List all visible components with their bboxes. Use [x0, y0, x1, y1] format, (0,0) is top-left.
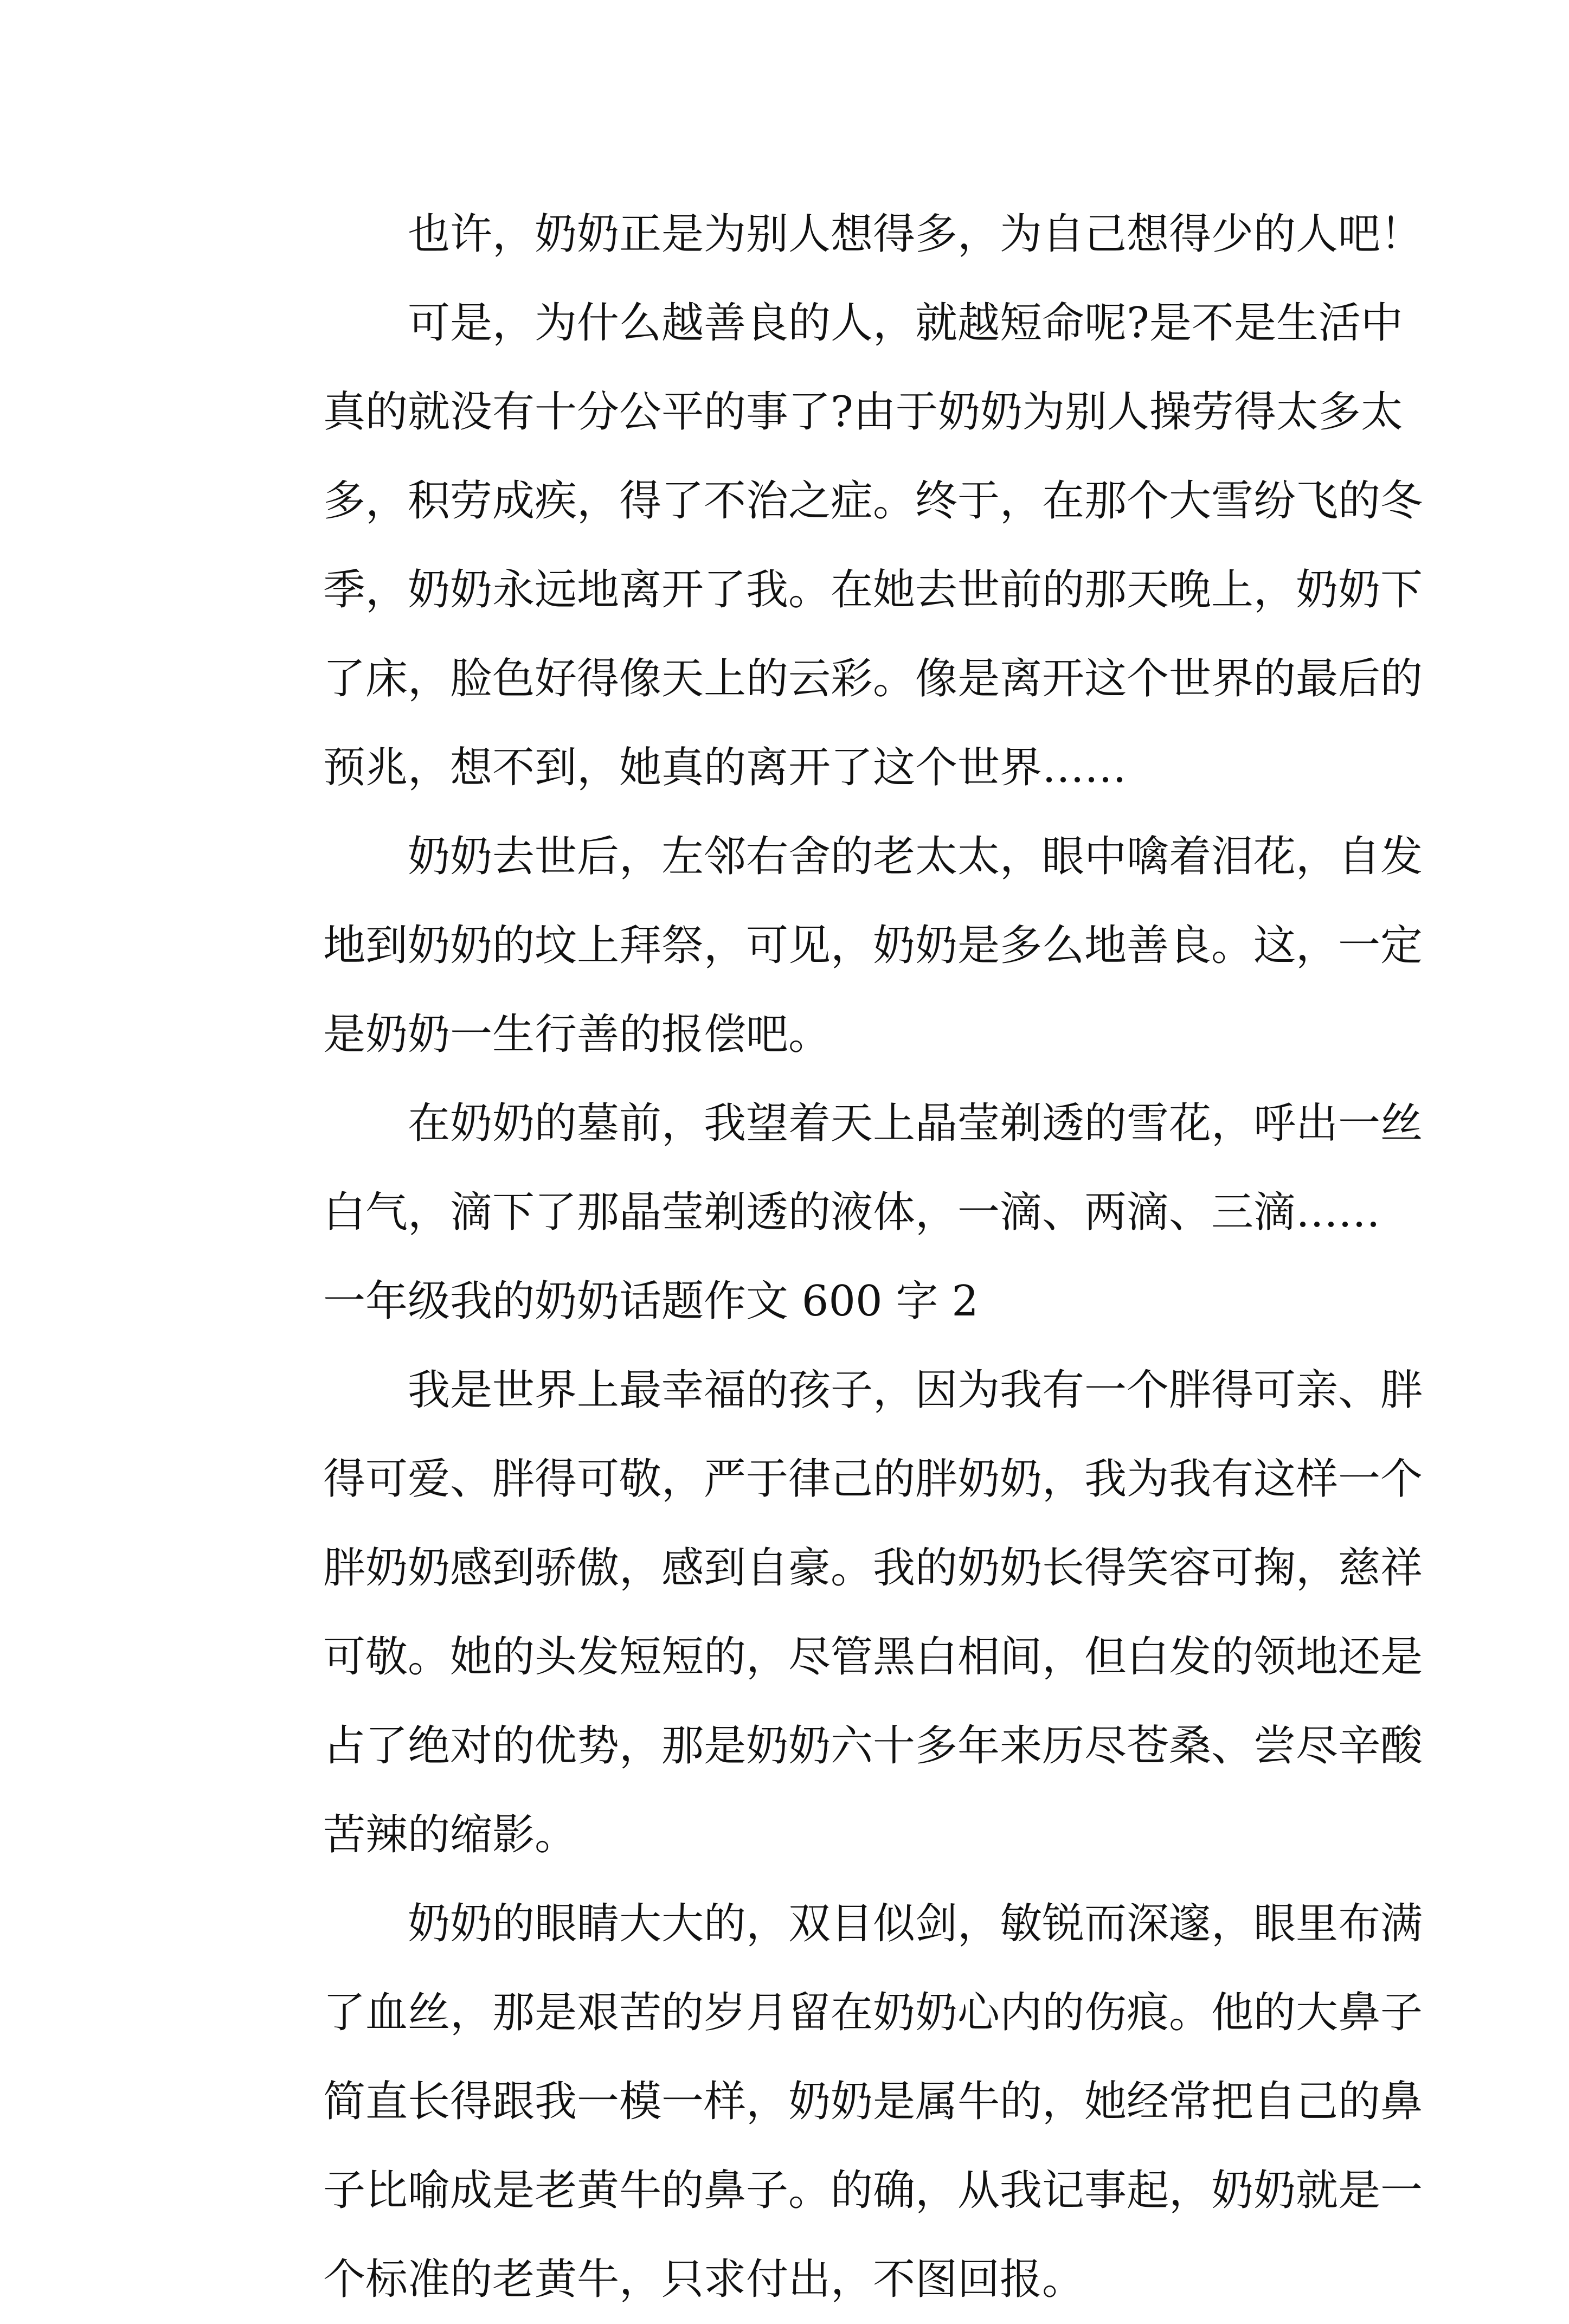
text-line: 奶奶的眼睛大大的，双目似剑，敏锐而深邃，眼里布满 — [408, 1899, 1423, 1948]
text-line: 我是世界上最幸福的孩子，因为我有一个胖得可亲、胖 — [408, 1366, 1423, 1415]
paragraph-2 — [239, 279, 1423, 812]
text-line: 了血丝，那是艰苦的岁月留在奶奶心内的伤痕。他的大鼻子 — [323, 1988, 1423, 2037]
text-line: 季，奶奶永远地离开了我。在她去世前的那天晚上，奶奶下 — [323, 566, 1423, 614]
paragraph-4 — [239, 1079, 1423, 1257]
paragraph-5 — [239, 1346, 1423, 1879]
text-line: 预兆，想不到，她真的离开了这个世界…… — [323, 743, 1127, 792]
text-line: 可敬。她的头发短短的，尽管黑白相间，但白发的领地还是 — [323, 1633, 1423, 1681]
text-line: 可是，为什么越善良的人，就越短命呢?是不是生活中 — [408, 299, 1403, 348]
text-line: 占了绝对的优势，那是奶奶六十多年来历尽苍桑、尝尽辛酸 — [323, 1722, 1423, 1770]
text-line: 苦辣的缩影。 — [323, 1811, 577, 1859]
text-line: 白气，滴下了那晶莹剃透的液体，一滴、两滴、三滴…… — [323, 1188, 1381, 1237]
text-line: 也许，奶奶正是为别人想得多，为自己想得少的人吧！ — [408, 210, 1423, 259]
text-line: 多，积劳成疾，得了不治之症。终于，在那个大雪纷飞的冬 — [323, 477, 1423, 525]
text-line: 在奶奶的墓前，我望着天上晶莹剃透的雪花，呼出一丝 — [408, 1099, 1423, 1148]
section-heading: 一年级我的奶奶话题作文 600 字 2 — [323, 1277, 979, 1326]
paragraph-1 — [239, 190, 1423, 279]
text-line: 个标准的老黄牛，只求付出，不图回报。 — [323, 2255, 1085, 2304]
text-line: 是奶奶一生行善的报偿吧。 — [323, 1010, 831, 1059]
paragraph-6 — [239, 1879, 1423, 2324]
text-line: 得可爱、胖得可敬，严于律己的胖奶奶，我为我有这样一个 — [323, 1455, 1423, 1504]
text-line: 奶奶去世后，左邻右舍的老太太，眼中噙着泪花，自发 — [408, 832, 1423, 881]
text-line: 子比喻成是老黄牛的鼻子。的确，从我记事起，奶奶就是一 — [323, 2166, 1423, 2215]
text-line: 简直长得跟我一模一样，奶奶是属牛的，她经常把自己的鼻 — [323, 2077, 1423, 2126]
document-page — [239, 190, 1423, 2324]
paragraph-3 — [239, 812, 1423, 1079]
text-line: 真的就没有十分公平的事了?由于奶奶为别人操劳得太多太 — [323, 388, 1403, 436]
text-line: 地到奶奶的坟上拜祭，可见，奶奶是多么地善良。这，一定 — [323, 921, 1423, 970]
text-line: 了床，脸色好得像天上的云彩。像是离开这个世界的最后的 — [323, 654, 1423, 703]
text-line: 胖奶奶感到骄傲，感到自豪。我的奶奶长得笑容可掬，慈祥 — [323, 1544, 1423, 1593]
